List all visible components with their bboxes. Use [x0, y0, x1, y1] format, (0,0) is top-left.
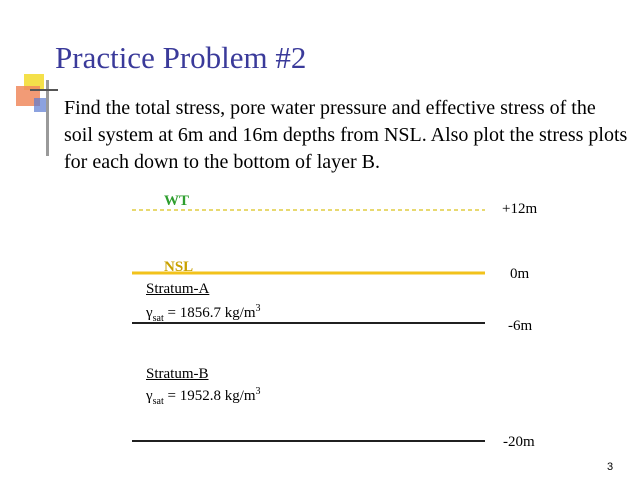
gamma-subscript: sat: [152, 396, 164, 407]
elevation-nsl: 0m: [510, 266, 530, 282]
elevation-layer-a-bottom: -6m: [508, 318, 533, 334]
stratum-b-unit-weight: [146, 386, 261, 407]
elevation-wt: +12m: [502, 201, 538, 217]
wt-label: WT: [164, 193, 190, 209]
unit-power: 3: [255, 303, 261, 314]
gamma-value: = 1952.8 kg/m: [163, 388, 256, 404]
stratum-b-label: Stratum-B: [146, 366, 209, 382]
gamma-value: = 1856.7 kg/m: [163, 305, 256, 321]
slide-title: Practice Problem #2: [55, 40, 307, 75]
stratum-a-label: Stratum-A: [146, 281, 210, 297]
elevation-layer-b-bottom: -20m: [503, 434, 535, 450]
stratum-a-unit-weight: [146, 303, 261, 324]
problem-statement: Find the total stress, pore water pressure and effective stress of the soil system at 6m and 16m depths from NSL. Also plot the stress plots for each down to the bottom of layer B.: [64, 97, 628, 173]
unit-power: 3: [255, 386, 261, 397]
gamma-subscript: sat: [152, 313, 164, 324]
gamma-symbol: γ: [146, 305, 153, 321]
gamma-symbol: γ: [146, 388, 153, 404]
page-number: 3: [607, 461, 614, 473]
nsl-label: NSL: [164, 259, 194, 275]
